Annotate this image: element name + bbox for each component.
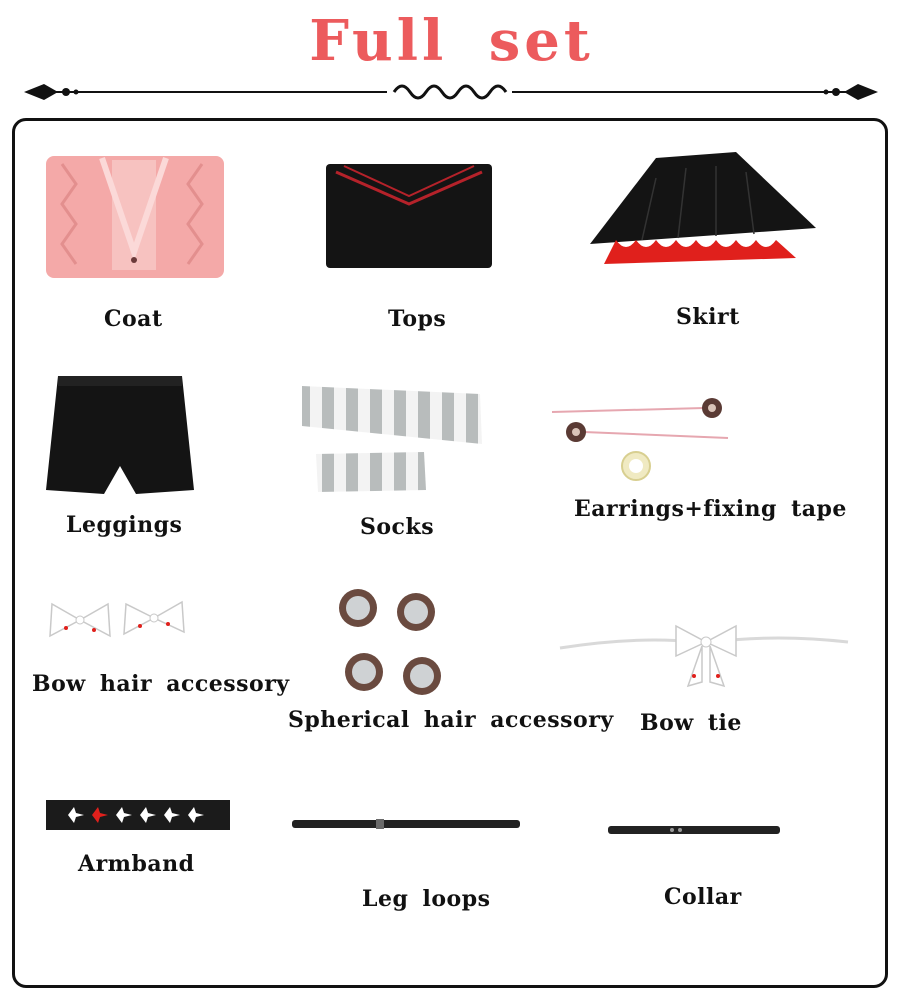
tops-image: [322, 152, 496, 270]
earrings-image: [544, 392, 744, 488]
leg-loops-image: [290, 816, 522, 834]
spherical-hair-image: [336, 586, 446, 700]
collar-label: Collar: [664, 884, 742, 910]
page-title: Full set: [309, 8, 594, 74]
earrings-label: Earrings+fixing tape: [574, 496, 847, 522]
leggings-image: [44, 370, 196, 500]
socks-label: Socks: [360, 514, 435, 540]
leggings-label: Leggings: [66, 512, 183, 538]
spherical-hair-label: Spherical hair accessory: [288, 707, 614, 733]
coat-label: Coat: [104, 306, 163, 332]
socks-image: [298, 382, 484, 498]
armband-label: Armband: [78, 851, 195, 877]
collar-image: [606, 822, 782, 840]
tops-label: Tops: [388, 306, 447, 332]
coat-image: [42, 152, 228, 282]
bow-hair-label: Bow hair accessory: [32, 671, 290, 697]
ornamental-divider: [22, 74, 880, 110]
bow-tie-image: [556, 612, 852, 692]
skirt-image: [586, 148, 822, 286]
bow-tie-label: Bow tie: [640, 710, 742, 736]
skirt-label: Skirt: [676, 304, 740, 330]
bow-hair-image: [46, 598, 188, 650]
armband-image: [46, 798, 230, 834]
leg-loops-label: Leg loops: [362, 886, 491, 912]
